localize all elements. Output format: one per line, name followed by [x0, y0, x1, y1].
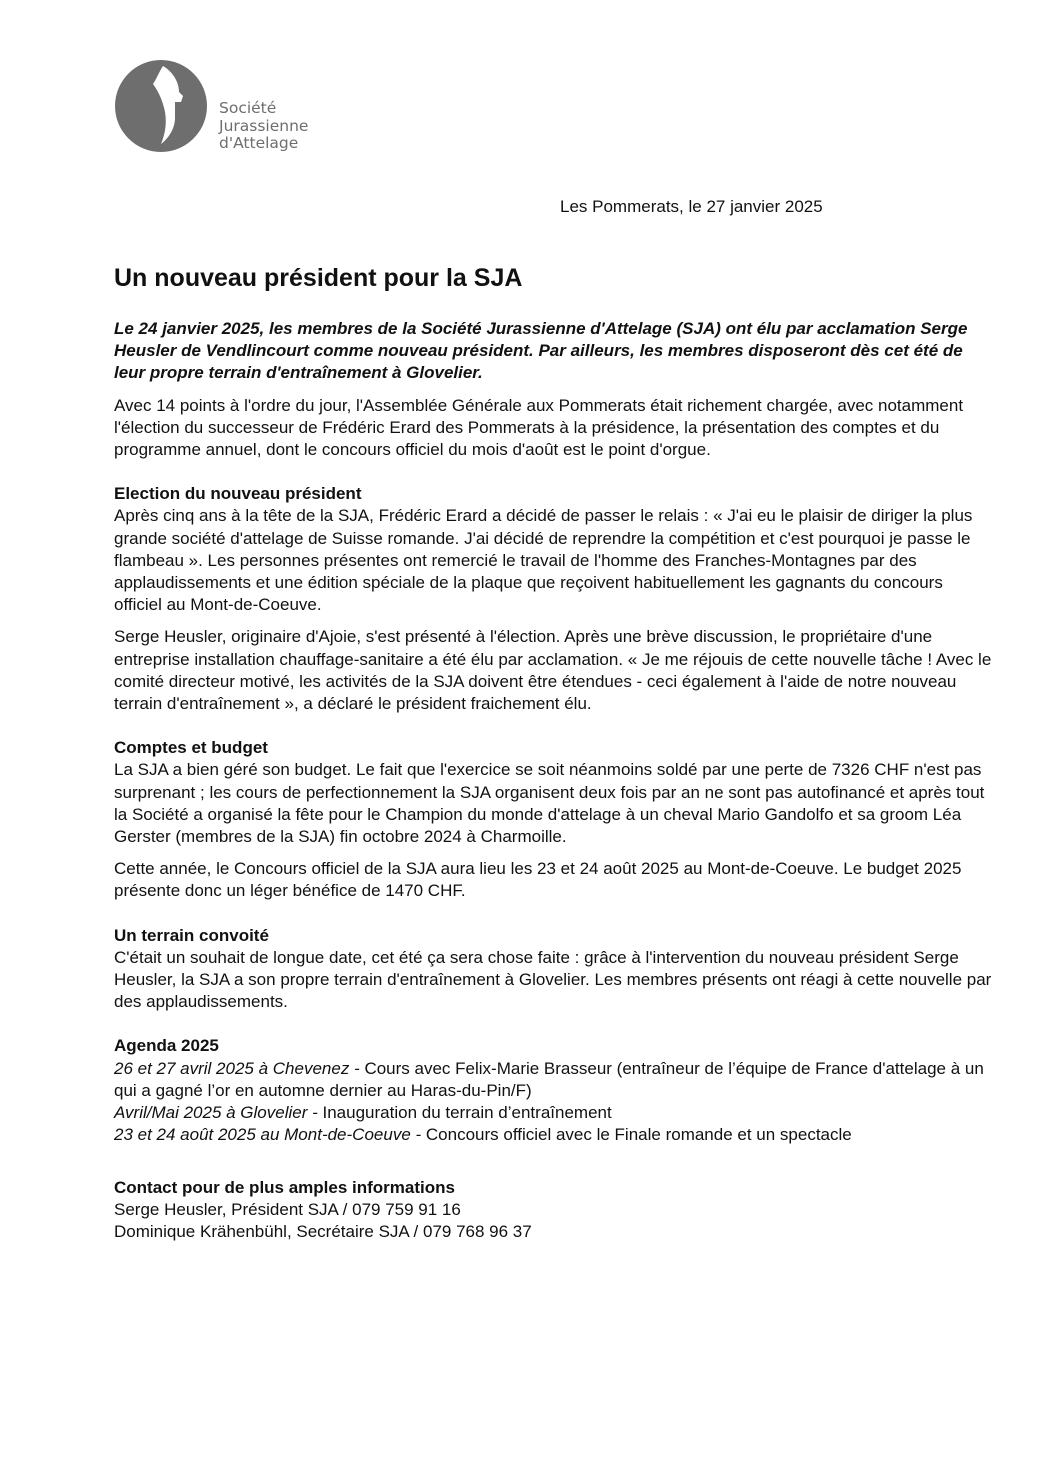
section-heading: Election du nouveau président	[114, 484, 362, 504]
contact-line: Dominique Krähenbühl, Secrétaire SJA / 079 768 96 37	[114, 1221, 532, 1241]
agenda-date: 26 et 27 avril 2025 à Chevenez -	[114, 1058, 360, 1078]
section-contact	[114, 1177, 994, 1244]
agenda-date: Avril/Mai 2025 à Glovelier -	[114, 1103, 318, 1123]
section-heading: Comptes et budget	[114, 738, 268, 758]
agenda-item	[114, 1058, 994, 1102]
paragraph: Serge Heusler, originaire d'Ajoie, s'est présenté à l'élection. Après une brève discussion, le propriétaire d'une entreprise installation chauffage-sanitaire a été élu par acclamation. « Je me réjouis de cette nouvelle tâche ! Avec le comité directeur motivé, les activités de la SJA doivent être étendues - ceci également à l'aide de notre nouveau terrain d'entraînement », a déclaré le président fraichement élu.	[114, 627, 992, 714]
agenda-item	[114, 1102, 994, 1124]
paragraph: La SJA a bien géré son budget. Le fait que l'exercice se soit néanmoins soldé par une perte de 7326 CHF n'est pas surprenant ; les cours de perfectionnement la SJA organisent deux fois par an ne sont pas autofinancé et après tout la Société a organisé la fête pour le Champion du monde d'attelage à un cheval Mario Gandolfo et sa groom Léa Gerster (membres de la SJA) fin octobre 2024 à Charmoille.	[114, 760, 985, 847]
contact-heading: Contact pour de plus amples informations	[114, 1177, 455, 1197]
logo-line-3: d'Attelage	[219, 134, 299, 152]
logo	[113, 58, 353, 154]
agenda-text: Inauguration du terrain d’entraînement	[317, 1103, 612, 1123]
contact-line: Serge Heusler, Président SJA / 079 759 91 16	[114, 1199, 461, 1219]
section-election	[114, 483, 994, 715]
page-title: Un nouveau président pour la SJA	[114, 264, 523, 292]
section-comptes	[114, 737, 994, 902]
section-heading: Agenda 2025	[114, 1036, 219, 1056]
agenda-text: Concours officiel avec le Finale romande et un spectacle	[421, 1125, 852, 1145]
agenda-date: 23 et 24 août 2025 au Mont-de-Coeuve -	[114, 1125, 422, 1145]
section-heading: Un terrain convoité	[114, 925, 269, 945]
paragraph: Après cinq ans à la tête de la SJA, Frédéric Erard a décidé de passer le relais : « J'ai eu le plaisir de diriger la plus grande société d'attelage de Suisse romande. J'ai décidé de reprendre la compétition et c'est pourquoi je passe le flambeau ». Les personnes présentes ont remercié le travail de l'homme des Franches-Montagnes par des applaudissements et une édition spéciale de la plaque que reçoivent habituellement les gagnants du concours officiel au Mont-de-Coeuve.	[114, 506, 973, 615]
agenda-item	[114, 1124, 994, 1146]
paragraph: C'était un souhait de longue date, cet été ça sera chose faite : grâce à l'intervention du nouveau président Serge Heusler, la SJA a son propre terrain d'entraînement à Glovelier. Les membres présents ont réagi à cette nouvelle par des applaudissements.	[114, 947, 992, 1012]
horse-logo-icon	[113, 58, 209, 154]
lead-paragraph: Le 24 janvier 2025, les membres de la Société Jurassienne d'Attelage (SJA) ont élu par acclamation Serge Heusler de Vendlincourt comme nouveau président. Par ailleurs, les membres disposeront dès cet été de leur propre terrain d'entraînement à Glovelier.	[114, 319, 968, 383]
date-line: Les Pommerats, le 27 janvier 2025	[560, 197, 823, 216]
section-terrain	[114, 925, 994, 1014]
intro-paragraph: Avec 14 points à l'ordre du jour, l'Assemblée Générale aux Pommerats était richement chargée, avec notamment l'élection du successeur de Frédéric Erard des Pommerats à la présidence, la présentation des comptes et du programme annuel, dont le concours officiel du mois d'août est le point d'orgue.	[114, 395, 964, 460]
paragraph: Cette année, le Concours officiel de la SJA aura lieu les 23 et 24 août 2025 au Mont-de-Coeuve. Le budget 2025 présente donc un léger bénéfice de 1470 CHF.	[114, 859, 962, 901]
agenda-text: Cours avec Felix-Marie Brasseur (entraîneur de l’équipe de France d'attelage à un qui a gagné l’or en automne dernier au Haras-du-Pin/F)	[114, 1058, 984, 1100]
logo-line-2: Jurassienne	[219, 116, 309, 135]
logo-text	[219, 100, 308, 153]
logo-line-1: Société	[219, 99, 277, 117]
section-agenda	[114, 1035, 994, 1146]
article-body	[114, 318, 994, 1243]
